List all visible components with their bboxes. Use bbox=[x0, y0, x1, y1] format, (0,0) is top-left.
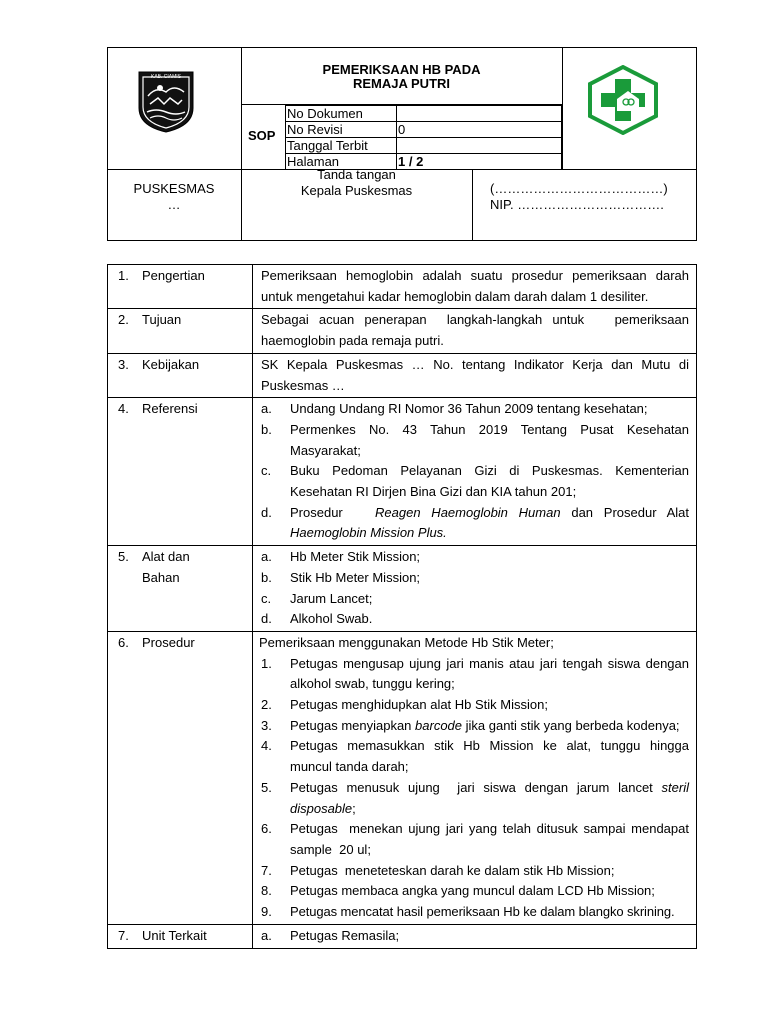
document-info-grid bbox=[285, 105, 562, 170]
list-item bbox=[261, 547, 689, 568]
list-text-part: Prosedur bbox=[290, 504, 343, 520]
list-marker: 9. bbox=[261, 904, 272, 920]
list-text: Petugas membaca angka yang muncul dalam LCD Hb Mission; bbox=[290, 883, 655, 899]
list-text-part: ; bbox=[352, 800, 356, 816]
list-marker: b. bbox=[261, 569, 272, 585]
table-row bbox=[108, 546, 697, 632]
text-line: Pemeriksaan hemoglobin adalah suatu prosedur pemeriksaan darah bbox=[261, 268, 689, 283]
section-label bbox=[108, 546, 253, 632]
section-content bbox=[253, 546, 697, 632]
signature-fields bbox=[490, 181, 690, 213]
list-marker: d. bbox=[261, 504, 272, 520]
field-value: 1 / 2 bbox=[397, 154, 562, 170]
list-text: Petugas mengusap ujung jari manis atau jari tengah siswa dengan bbox=[290, 655, 689, 671]
organization-name bbox=[107, 181, 241, 213]
sop-content-table bbox=[107, 264, 697, 949]
list-text: Haemoglobin Mission Plus. bbox=[290, 525, 447, 541]
text-line: haemoglobin pada remaja putri. bbox=[261, 333, 444, 349]
list-text: Stik Hb Meter Mission; bbox=[290, 569, 421, 585]
header-divider bbox=[472, 169, 473, 241]
list-marker: 2. bbox=[261, 697, 272, 713]
list-marker: 8. bbox=[261, 883, 272, 899]
org-line: PUSKESMAS bbox=[133, 181, 215, 196]
list-marker: a. bbox=[261, 927, 272, 943]
list-item bbox=[261, 503, 689, 544]
list-item bbox=[259, 881, 689, 902]
section-number: 3. bbox=[118, 356, 129, 372]
list-marker: b. bbox=[261, 421, 272, 437]
signature-caption bbox=[241, 167, 472, 199]
sign-line: Kepala Puskesmas bbox=[300, 183, 413, 198]
list-item bbox=[261, 609, 689, 630]
list-item bbox=[259, 654, 689, 695]
section-number: 6. bbox=[118, 634, 129, 650]
section-content bbox=[253, 309, 697, 353]
list-marker: 6. bbox=[261, 821, 272, 837]
header-divider bbox=[562, 47, 563, 169]
table-row bbox=[108, 924, 697, 948]
table-row bbox=[108, 631, 697, 924]
section-label bbox=[108, 265, 253, 309]
section-label bbox=[108, 631, 253, 924]
table-row bbox=[286, 138, 562, 154]
puskesmas-logo bbox=[586, 65, 660, 135]
field-label: Tanggal Terbit bbox=[286, 138, 397, 154]
list-text-part: jika ganti stik yang berbeda kodenya; bbox=[462, 717, 680, 733]
section-number: 4. bbox=[118, 401, 129, 417]
list-item bbox=[259, 819, 689, 860]
section-title: Tujuan bbox=[142, 312, 182, 328]
list-text: Petugas Remasila; bbox=[290, 927, 400, 943]
list-item bbox=[261, 420, 689, 461]
signer-name: (…………………………………) bbox=[490, 181, 668, 196]
procedure-intro: Pemeriksaan menggunakan Metode Hb Stik Meter; bbox=[259, 634, 554, 650]
table-row bbox=[108, 353, 697, 397]
field-label: Halaman bbox=[286, 154, 397, 170]
table-row bbox=[108, 265, 697, 309]
signer-nip: NIP. ……………………………. bbox=[490, 197, 664, 212]
list-text: Undang Undang RI Nomor 36 Tahun 2009 tentang kesehatan; bbox=[290, 401, 648, 417]
list-text: sample 20 ul; bbox=[290, 841, 371, 857]
section-number: 2. bbox=[118, 312, 129, 328]
left-logo-text: KAB. CIAMIS bbox=[150, 74, 182, 80]
list-marker: 7. bbox=[261, 862, 272, 878]
list-item bbox=[259, 695, 689, 716]
list-text-part: dan Prosedur Alat bbox=[571, 504, 689, 520]
field-label: No Dokumen bbox=[286, 106, 397, 122]
section-title: Alat dan bbox=[142, 549, 190, 565]
list-item bbox=[261, 399, 689, 420]
text-line: Sebagai acuan penerapan langkah-langkah untuk pemeriksaan bbox=[261, 312, 689, 328]
document-title bbox=[241, 63, 562, 91]
list-text: alkohol swab, tunggu kering; bbox=[290, 676, 455, 692]
section-number: 1. bbox=[118, 268, 129, 283]
text-line: SK Kepala Puskesmas … No. tentang Indikator Kerja dan Mutu di bbox=[261, 356, 689, 372]
field-value: 0 bbox=[397, 122, 562, 138]
list-marker: c. bbox=[261, 590, 272, 606]
section-label bbox=[108, 924, 253, 948]
sign-line: Tanda tangan bbox=[317, 167, 396, 182]
section-title: Prosedur bbox=[142, 634, 195, 650]
list-text-part: Reagen Haemoglobin Human bbox=[375, 504, 561, 520]
list-marker: d. bbox=[261, 611, 272, 627]
section-title: Kebijakan bbox=[142, 356, 200, 372]
table-row bbox=[286, 106, 562, 122]
section-title: Referensi bbox=[142, 401, 198, 417]
section-label bbox=[108, 309, 253, 353]
list-marker: 4. bbox=[261, 738, 272, 754]
section-content bbox=[253, 924, 697, 948]
list-text bbox=[290, 778, 689, 799]
list-item bbox=[261, 589, 689, 610]
list-marker: 5. bbox=[261, 779, 272, 795]
list-text: Petugas meneteteskan darah ke dalam stik Hb Mission; bbox=[290, 862, 615, 878]
field-label: No Revisi bbox=[286, 122, 397, 138]
section-number: 7. bbox=[118, 927, 129, 943]
section-content bbox=[253, 353, 697, 397]
list-text: Hb Meter Stik Mission; bbox=[290, 549, 421, 565]
list-text: Petugas memasukkan stik Hb Mission ke alat, tunggu hingga bbox=[290, 738, 689, 754]
list-text-part: barcode bbox=[415, 717, 463, 733]
list-text bbox=[290, 503, 689, 524]
list-marker: a. bbox=[261, 549, 272, 565]
section-label bbox=[108, 353, 253, 397]
list-text: Petugas menghidupkan alat Hb Stik Mission; bbox=[290, 697, 548, 713]
list-text: Petugas mencatat hasil pemeriksaan Hb ke dalam blangko skrining. bbox=[290, 904, 675, 920]
list-item bbox=[261, 926, 689, 947]
list-item bbox=[259, 861, 689, 882]
list-text-part: Petugas menyiapkan bbox=[290, 717, 416, 733]
text-line: Puskesmas … bbox=[261, 377, 345, 393]
title-line: PEMERIKSAAN HB PADA bbox=[322, 62, 481, 77]
list-marker: a. bbox=[261, 401, 272, 417]
section-title: Bahan bbox=[142, 569, 180, 585]
section-title: Unit Terkait bbox=[142, 927, 207, 943]
list-text: Kesehatan RI Dirjen Bina Gizi dan KIA tahun 201; bbox=[290, 484, 577, 500]
list-text bbox=[290, 799, 689, 820]
list-item bbox=[259, 736, 689, 777]
list-item bbox=[259, 716, 689, 737]
list-text: Jarum Lancet; bbox=[290, 590, 373, 606]
list-marker: 3. bbox=[261, 717, 272, 733]
section-label bbox=[108, 398, 253, 546]
section-content bbox=[253, 398, 697, 546]
list-text: Permenkes No. 43 Tahun 2019 Tentang Pusat Kesehatan bbox=[290, 421, 689, 437]
section-title: Pengertian bbox=[142, 268, 205, 283]
list-item bbox=[259, 778, 689, 819]
list-item bbox=[259, 902, 689, 923]
section-number: 5. bbox=[118, 549, 129, 565]
title-line: REMAJA PUTRI bbox=[352, 76, 451, 91]
list-text: Masyarakat; bbox=[290, 442, 361, 458]
list-text-part: steril bbox=[661, 779, 689, 795]
table-row bbox=[108, 398, 697, 546]
list-text: Buku Pedoman Pelayanan Gizi di Puskesmas. Kementerian bbox=[290, 463, 689, 479]
sop-label: SOP bbox=[248, 128, 276, 143]
org-line: … bbox=[167, 197, 181, 212]
list-item bbox=[261, 461, 689, 502]
section-content bbox=[253, 265, 697, 309]
field-value bbox=[397, 106, 562, 122]
table-row bbox=[286, 122, 562, 138]
list-text-part: disposable bbox=[290, 800, 353, 816]
section-content bbox=[253, 631, 697, 924]
list-marker: c. bbox=[261, 463, 272, 479]
field-value bbox=[397, 138, 562, 154]
text-line: untuk mengetahui kadar hemoglobin dalam darah dalam 1 desiliter. bbox=[261, 288, 649, 304]
list-text: Alkohol Swab. bbox=[290, 611, 373, 627]
list-text: Petugas menekan ujung jari yang telah ditusuk sampai mendapat bbox=[290, 821, 689, 837]
regency-emblem-logo bbox=[136, 68, 196, 134]
list-text: muncul tanda darah; bbox=[290, 759, 409, 775]
list-text bbox=[290, 716, 689, 737]
table-row bbox=[108, 309, 697, 353]
list-item bbox=[261, 568, 689, 589]
list-marker: 1. bbox=[261, 655, 272, 671]
list-text-part: Petugas menusuk ujung jari siswa dengan jarum lancet bbox=[290, 779, 662, 795]
